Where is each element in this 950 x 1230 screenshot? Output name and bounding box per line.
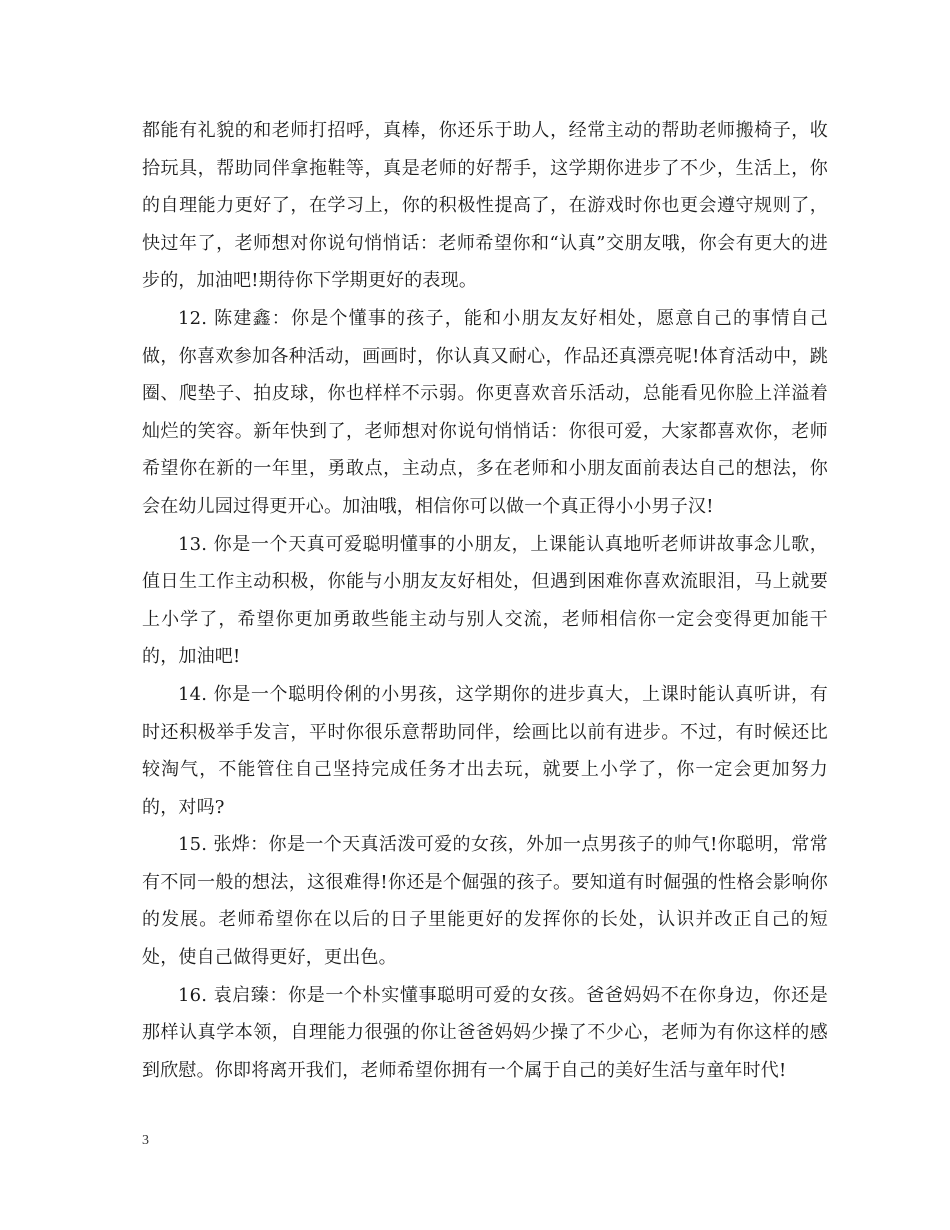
page-number: 3	[142, 1133, 149, 1148]
paragraph-item-16: 16. 袁启臻：你是一个朴实懂事聪明可爱的女孩。爸爸妈妈不在你身边，你还是那样认真学本领，自理能力很强的你让爸爸妈妈少操了不少心，老师为有你这样的感到欣慰。你即将离开我们，老师希望你拥有一个属于自己的美好生活与童年时代!	[142, 984, 828, 1081]
paragraph-item-12: 12. 陈建鑫：你是个懂事的孩子，能和小朋友友好相处，愿意自己的事情自己做，你喜欢参加各种活动，画画时，你认真又耐心，作品还真漂亮呢!体育活动中，跳圈、爬垫子、拍皮球，你也样样不示弱。你更喜欢音乐活动，总能看见你脸上洋溢着灿烂的笑容。新年快到了，老师想对你说句悄悄话：你很可爱，大家都喜欢你，老师希望你在新的一年里，勇敢点，主动点，多在老师和小朋友面前表达自己的想法，你会在幼儿园过得更开心。加油哦，相信你可以做一个真正得小小男子汉!	[142, 307, 828, 517]
paragraph-item-13: 13. 你是一个天真可爱聪明懂事的小朋友，上课能认真地听老师讲故事念儿歌，值日生工作主动积极，你能与小朋友友好相处，但遇到困难你喜欢流眼泪，马上就要上小学了，希望你更加勇敢些能主动与别人交流，老师相信你一定会变得更加能干的，加油吧!	[142, 533, 828, 668]
paragraph-item-15: 15. 张烨：你是一个天真活泼可爱的女孩，外加一点男孩子的帅气!你聪明，常常有不同一般的想法，这很难得!你还是个倔强的孩子。要知道有时倔强的性格会影响你的发展。老师希望你在以后的日子里能更好的发挥你的长处，认识并改正自己的短处，使自己做得更好，更出色。	[142, 834, 828, 969]
paragraph-continued: 都能有礼貌的和老师打招呼，真棒，你还乐于助人，经常主动的帮助老师搬椅子，收拾玩具，帮助同伴拿拖鞋等，真是老师的好帮手，这学期你进步了不少，生活上，你的自理能力更好了，在学习上，你的积极性提高了，在游戏时你也更会遵守规则了，快过年了，老师想对你说句悄悄话：老师希望你和“认真”交朋友哦，你会有更大的进步的，加油吧!期待你下学期更好的表现。	[142, 120, 828, 292]
document-body	[142, 112, 828, 1089]
paragraph-item-14: 14. 你是一个聪明伶俐的小男孩，这学期你的进步真大，上课时能认真听讲，有时还积极举手发言，平时你很乐意帮助同伴，绘画比以前有进步。不过，有时候还比较淘气，不能管住自己坚持完成任务才出去玩，就要上小学了，你一定会更加努力的，对吗?	[142, 683, 828, 818]
